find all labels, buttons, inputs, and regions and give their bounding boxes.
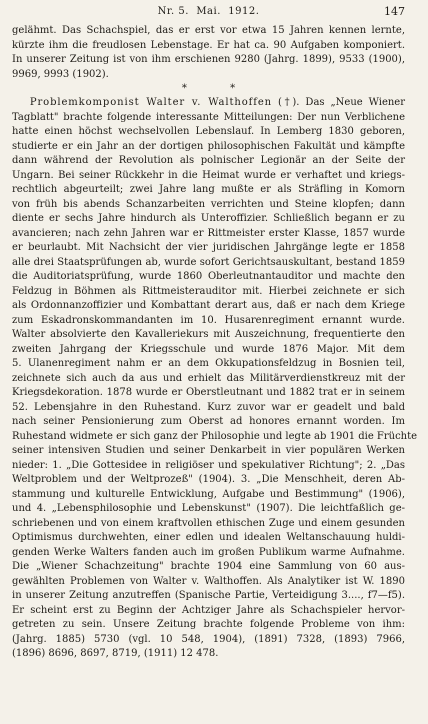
text-line: von früh bis abends Schanzarbeiten verrichten und Steine klopfen; dann — [12, 198, 405, 210]
text-line: rechtlich abgeurteilt; zwei Jahre lang mußte er als Sträfling in Komorn — [12, 184, 405, 195]
article-body — [12, 111, 418, 662]
text-line: kürzte ihm die freudlosen Lebenstage. Er hat ca. 90 Aufgaben komponiert. — [12, 39, 405, 51]
text-line: Kriegsdekoration. 1878 wurde er Oberstleutnant und 1882 trat er in seinem — [12, 387, 405, 398]
article-heading-line — [12, 96, 405, 111]
text-line: 9969, 9993 (1902). — [12, 68, 109, 80]
text-line: Die „Wiener Schachzeitung" brachte 1904 eine Sammlung von 60 aus- — [12, 561, 405, 572]
text-line: (Jahrg. 1885) 5730 (vgl. 10 548, 1904), (1891) 7328, (1893) 7966, — [12, 633, 405, 645]
text-line: Ruhestand widmete er sich ganz der Philosophie und legte ab 1901 die Früchte — [12, 430, 418, 442]
text-line: hatte einen höchst wechselvollen Lebenslauf. In Lemberg 1830 geboren, — [12, 126, 405, 137]
text-line: genden Werke Walters fanden auch im großen Publikum warme Aufnahme. — [12, 546, 405, 558]
text-line: in unserer Zeitung anzutreffen (Spanische Partie, Verteidigung 3...., f7—f5). — [12, 590, 405, 601]
text-line: Tagblatt" brachte folgende interessante Mitteilungen: Der nun Verblichene — [12, 111, 405, 123]
text-line: Er scheint erst zu Beginn der Achtziger Jahre als Schachspieler hervor- — [12, 604, 405, 616]
text-line: gewählten Problemen von Walter v. Walthoffen. Als Analytiker ist W. 1890 — [12, 575, 405, 587]
text-line: Weltproblem und der Weltprozeß" (1904). 3. „Die Menschheit, deren Ab- — [12, 474, 405, 485]
text-line: zum Eskadronskommandanten im 10. Husarenregiment ernannt wurde. — [12, 314, 405, 326]
text-line: alle drei Staatsprüfungen ab, wurde sofort Gerichtsauskultant, bestand 1859 — [12, 256, 405, 268]
article-title: Problemkomponist Walter v. Walthoffen — [29, 97, 273, 108]
issue-date — [12, 6, 405, 17]
text-line: als Ordonnanzoffizier und Kombattant derart aus, daß er nach dem Kriege — [12, 300, 405, 311]
text-line: zweiten Jahrgang der Kriegsschule und wurde 1876 Major. Mit dem — [12, 343, 405, 355]
text-line: Optimismus durchwehten, einer edlen und idealen Weltanschauung huldi- — [12, 532, 405, 543]
text-line: er beurlaubt. Mit Nachsicht der vier juridischen Jahrgänge legte er 1858 — [12, 242, 405, 253]
text-line: nach seiner Pensionierung zum Oberst ad honores ernannt worden. Im — [12, 416, 405, 427]
intro-paragraph — [12, 24, 405, 82]
text-line: Feldzug in Böhmen als Rittmeisterauditor mit. Hierbei zeichnete er sich — [12, 285, 405, 297]
text-line: nieder: 1. „Die Gottesidee in religiöser und spekulativer Richtung"; 2. „Das — [12, 459, 405, 471]
text-line: 5. Ulanenregiment nahm er an dem Okkupationsfeldzug in Bosnien teil, — [12, 358, 405, 369]
text-line: studierte er ein Jahr an der dortigen philosophischen Fakultät und kämpfte — [12, 140, 405, 152]
text-line: zeichnete sich auch da aus und erhielt das Militärverdienstkreuz mit der — [12, 372, 405, 384]
running-header — [12, 0, 405, 24]
text-line: diente er sechs Jahre hindurch als Unteroffizier. Schließlich begann er zu — [12, 213, 405, 224]
issue-year: 1912. — [228, 6, 260, 17]
article-paragraph — [12, 96, 418, 662]
text-line: schriebenen und von einem kraftvollen ethischen Zuge und einem gesunden — [12, 517, 405, 529]
text-line: dann während der Revolution als polnischer Legionär an der Seite der — [12, 155, 405, 166]
text-line: und 4. „Lebensphilosophie und Lebenskunst" (1907). Die leichtfaßlich ge- — [12, 503, 405, 514]
text-line: gelähmt. Das Schachspiel, das er erst vor etwa 15 Jahren kennen lernte, — [12, 25, 405, 36]
text-line: Walter absolvierte den Kavalleriekurs mit Auszeichnung, frequentierte den — [12, 329, 405, 340]
section-separator: * * — [181, 83, 256, 94]
text-line: die Auditoriatsprüfung, wurde 1860 Oberleutnantauditor und machte den — [12, 271, 405, 282]
text-line: seiner intensiven Studien und seiner Denkarbeit in vier populären Werken — [12, 445, 405, 456]
issue-month: Mai. — [196, 6, 221, 17]
text-line: avancieren; nach zehn Jahren war er Rittmeister erster Klasse, 1857 wurde — [12, 227, 405, 239]
text-line: (1896) 8696, 8697, 8719, (1911) 12 478. — [12, 648, 219, 659]
issue-number: Nr. 5. — [157, 6, 189, 17]
text-line: getreten zu sein. Unsere Zeitung brachte folgende Probleme von ihm: — [12, 619, 405, 630]
text-line: In unserer Zeitung ist von ihm erschienen 9280 (Jahrg. 1899), 9533 (1900), — [12, 54, 405, 65]
text-line: 52. Lebensjahre in den Ruhestand. Kurz zuvor war er geadelt und bald — [12, 401, 405, 413]
text-line: stammung und kulturelle Entwicklung, Aufgabe und Bestimmung" (1906), — [12, 488, 405, 500]
page-number: 147 — [384, 5, 405, 18]
text-line: Ungarn. Bei seiner Rückkehr in die Heimat wurde er verhaftet und kriegs- — [12, 169, 405, 181]
article-title-suffix: (†). Das „Neue Wiener — [272, 97, 405, 108]
